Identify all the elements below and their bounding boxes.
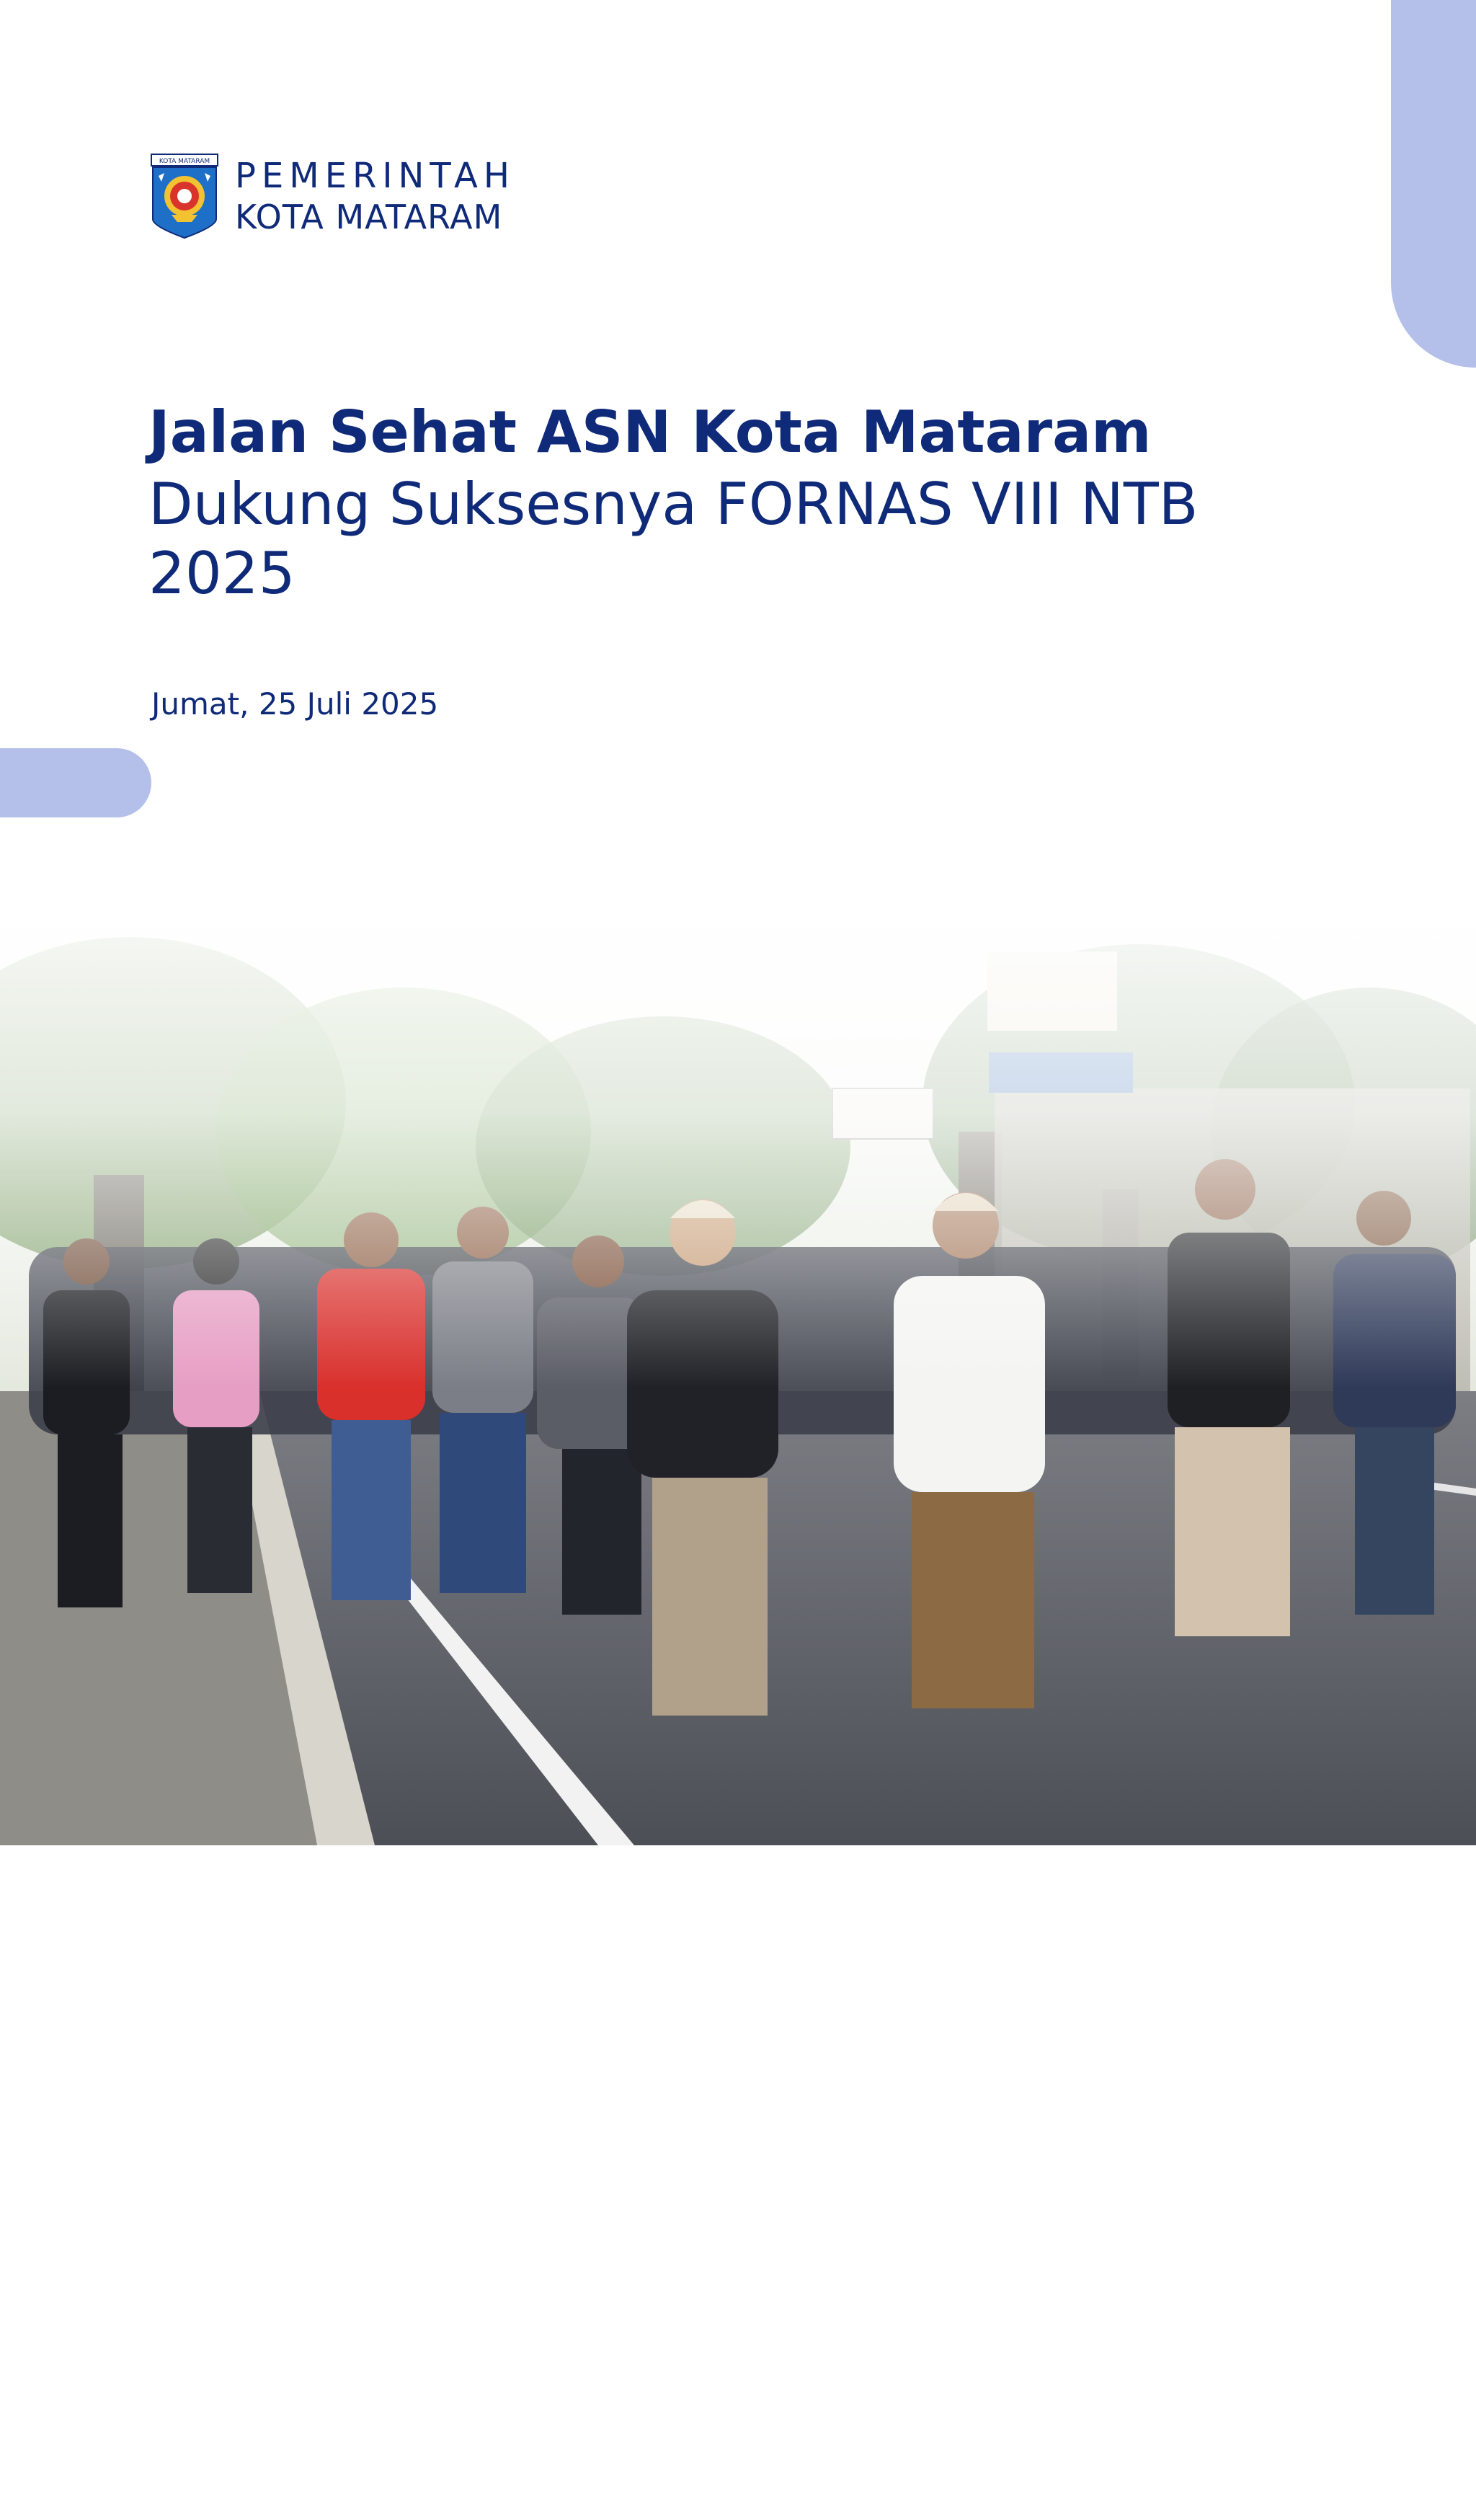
emblem-label: KOTA MATARAM [159,158,210,165]
headline [148,395,1302,608]
event-photo-illustration [0,829,1476,1845]
brand-line-2: KOTA MATARAM [235,198,503,236]
headline-subtitle: Dukung Suksesnya FORNAS VIII NTB 2025 [148,471,1199,607]
watermark-agency: Diskominfo Mataram [918,2485,1188,2515]
decorative-accent-pill [0,748,151,817]
decorative-accent-top-right [1391,0,1476,368]
event-photo [0,829,1476,2515]
event-date: Jumat, 25 Juli 2025 [151,686,439,722]
brand-line-1: PEMERINTAH [235,156,515,196]
headline-title: Jalan Sehat ASN Kota Mataram [148,399,1152,466]
government-logo [150,153,515,239]
watermark-department: Bidang IKP [745,2485,884,2515]
city-emblem-icon [150,153,219,239]
photo-credit-watermark [726,2480,1206,2520]
watermark-separator: | [897,2485,906,2515]
